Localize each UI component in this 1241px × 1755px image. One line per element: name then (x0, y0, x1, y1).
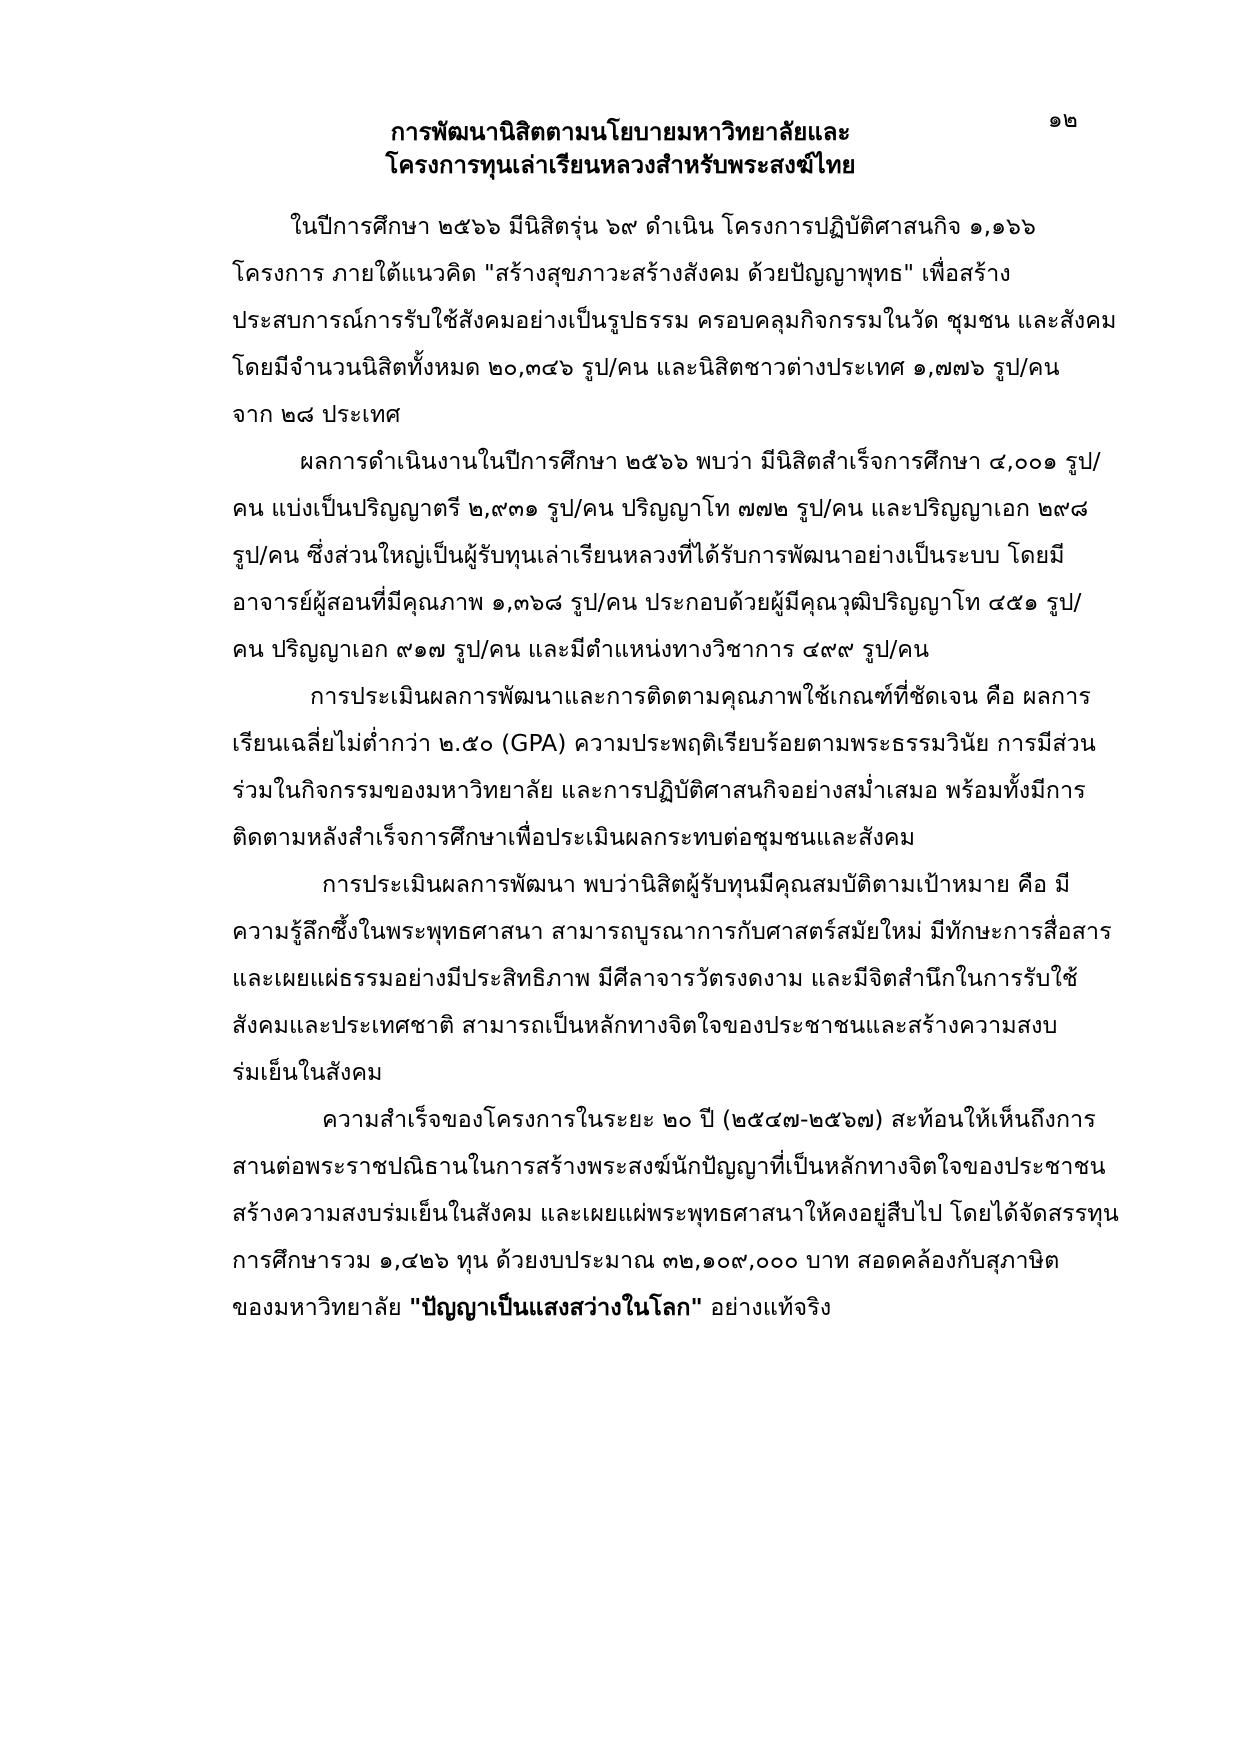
paragraph-line: ความรู้ลึกซึ้งในพระพุทธศาสนา สามารถบูรณาการกับศาสตร์สมัยใหม่ มีทักษะการสื่อสาร (232, 917, 1112, 945)
paragraph-line: ติดตามหลังสำเร็จการศึกษาเพื่อประเมินผลกระทบต่อชุมชนและสังคม (232, 823, 916, 851)
paragraph-line: คน ปริญญาเอก ๙๑๗ รูป/คน และมีตำแหน่งทางวิชาการ ๔๙๙ รูป/คน (232, 635, 930, 663)
paragraph-line: และเผยแผ่ธรรมอย่างมีประสิทธิภาพ มีศีลาจารวัตรงดงาม และมีจิตสำนึกในการรับใช้ (232, 964, 1078, 992)
last-line-suffix: อย่างแท้จริง (702, 1293, 832, 1321)
paragraph-line: สานต่อพระราชปณิธานในการสร้างพระสงฆ์นักปัญญาที่เป็นหลักทางจิตใจของประชาชน (232, 1152, 1106, 1180)
paragraph-line: คน แบ่งเป็นปริญญาตรี ๒,๙๓๑ รูป/คน ปริญญาโท ๗๗๒ รูป/คน และปริญญาเอก ๒๙๘ (232, 494, 1089, 522)
last-line-prefix: ของมหาวิทยาลัย (232, 1293, 410, 1321)
paragraph-line: การประเมินผลการพัฒนา พบว่านิสิตผู้รับทุนมีคุณสมบัติตามเป้าหมาย คือ มี (322, 870, 1071, 898)
paragraph-line: สร้างความสงบร่มเย็นในสังคม และเผยแผ่พระพุทธศาสนาให้คงอยู่สืบไป โดยได้จัดสรรทุน (232, 1199, 1119, 1227)
paragraph-line: จาก ๒๘ ประเทศ (232, 400, 401, 428)
paragraph-line: โดยมีจำนวนนิสิตทั้งหมด ๒๐,๓๔๖ รูป/คน และนิสิตชาวต่างประเทศ ๑,๗๗๖ รูป/คน (232, 353, 1060, 381)
paragraph-line: ผลการดำเนินงานในปีการศึกษา ๒๕๖๖ พบว่า มีนิสิตสำเร็จการศึกษา ๔,๐๐๑ รูป/ (300, 447, 1101, 475)
paragraph-line: การศึกษารวม ๑,๔๒๖ ทุน ด้วยงบประมาณ ๓๒,๑๐๙,๐๐๐ บาท สอดคล้องกับสุภาษิต (232, 1246, 1060, 1274)
paragraph-line: เรียนเฉลี่ยไม่ต่ำกว่า ๒.๕๐ (GPA) ความประพฤติเรียบร้อยตามพระธรรมวินัย การมีส่วน (232, 729, 1096, 757)
paragraph-last-line (232, 1289, 831, 1326)
page-number: ๑๒ (1048, 107, 1078, 133)
paragraph-line: รูป/คน ซึ่งส่วนใหญ่เป็นผู้รับทุนเล่าเรียนหลวงที่ได้รับการพัฒนาอย่างเป็นระบบ โดยมี (232, 541, 1065, 569)
paragraph-line: การประเมินผลการพัฒนาและการติดตามคุณภาพใช้เกณฑ์ที่ชัดเจน คือ ผลการ (310, 682, 1091, 710)
paragraph-line: ร่วมในกิจกรรมของมหาวิทยาลัย และการปฏิบัติศาสนกิจอย่างสม่ำเสมอ พร้อมทั้งมีการ (232, 776, 1086, 804)
paragraph-line: ในปีการศึกษา ๒๕๖๖ มีนิสิตรุ่น ๖๙ ดำเนิน โครงการปฏิบัติศาสนกิจ ๑,๑๖๖ (290, 212, 1036, 240)
university-motto: "ปัญญาเป็นแสงสว่างในโลก" (409, 1293, 703, 1321)
paragraph-line: ประสบการณ์การรับใช้สังคมอย่างเป็นรูปธรรม ครอบคลุมกิจกรรมในวัด ชุมชน และสังคม (232, 306, 1117, 334)
paragraph-line: อาจารย์ผู้สอนที่มีคุณภาพ ๑,๓๖๘ รูป/คน ประกอบด้วยผู้มีคุณวุฒิปริญญาโท ๔๕๑ รูป/ (232, 588, 1082, 616)
paragraph-line: สังคมและประเทศชาติ สามารถเป็นหลักทางจิตใจของประชาชนและสร้างความสงบ (232, 1011, 1058, 1039)
title-line-1: การพัฒนานิสิตตามนโยบายมหาวิทยาลัยและ (390, 118, 851, 146)
title-line-2: โครงการทุนเล่าเรียนหลวงสำหรับพระสงฆ์ไทย (385, 151, 856, 179)
paragraph-line: โครงการ ภายใต้แนวคิด "สร้างสุขภาวะสร้างสังคม ด้วยปัญญาพุทธ" เพื่อสร้าง (232, 259, 1011, 287)
paragraph-line: ร่มเย็นในสังคม (232, 1058, 383, 1086)
paragraph-line: ความสำเร็จของโครงการในระยะ ๒๐ ปี (๒๕๔๗-๒๕๖๗) สะท้อนให้เห็นถึงการ (322, 1105, 1096, 1133)
